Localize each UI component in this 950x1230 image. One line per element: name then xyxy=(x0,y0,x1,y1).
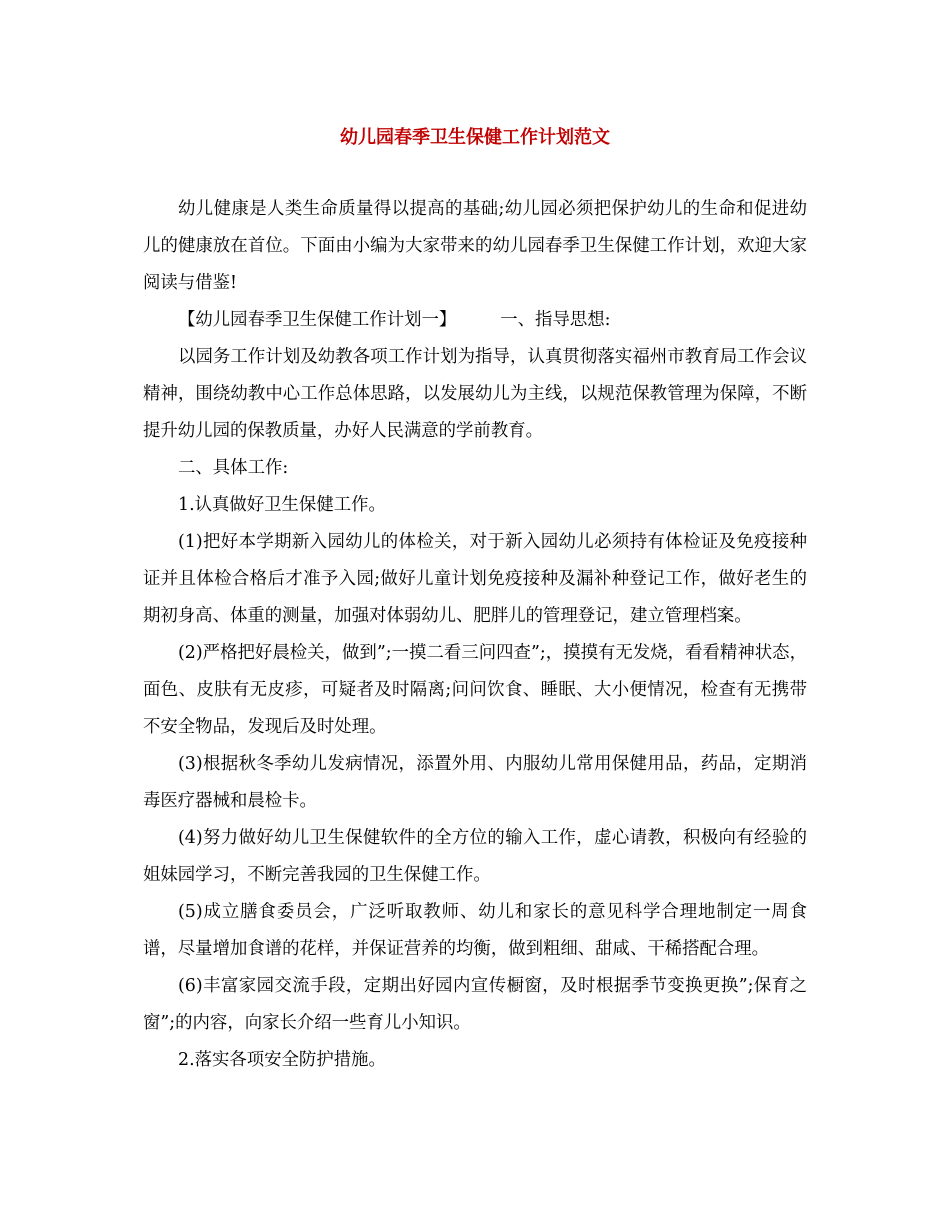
item-1-3-paragraph: (3)根据秋冬季幼儿发病情况，添置外用、内服幼儿常用保健用品，药品，定期消毒医疗器械和晨检卡。 xyxy=(143,754,807,811)
item-2-heading: 2.落实各项安全防护措施。 xyxy=(178,1050,386,1070)
item-1-2-paragraph: (2)严格把好晨检关，做到”;一摸二看三问四查”;，摸摸有无发烧，看看精神状态，面色、皮肤有无皮疹，可疑者及时隔离;问问饮食、睡眠、大小便情况，检查有无携带不安全物品，发现后及时处理。 xyxy=(143,643,807,737)
item-1-1-paragraph: (1)把好本学期新入园幼儿的体检关，对于新入园幼儿必须持有体检证及免疫接种证并且体检合格后才准予入园;做好儿童计划免疫接种及漏补种登记工作，做好老生的期初身高、体重的测量，加强对体弱幼儿、肥胖儿的管理登记，建立管理档案。 xyxy=(143,532,807,626)
item-1-heading: 1.认真做好卫生保健工作。 xyxy=(178,495,386,515)
specific-work-heading: 二、具体工作: xyxy=(178,458,289,478)
intro-paragraph: 幼儿健康是人类生命质量得以提高的基础;幼儿园必须把保护幼儿的生命和促进幼儿的健康放在首位。下面由小编为大家带来的幼儿园春季卫生保健工作计划，欢迎大家阅读与借鉴! xyxy=(143,199,807,293)
guiding-paragraph: 以园务工作计划及幼教各项工作计划为指导，认真贯彻落实福州市教育局工作会议精神，围绕幼教中心工作总体思路，以发展幼儿为主线，以规范保教管理为保障，不断提升幼儿园的保教质量，办好人民满意的学前教育。 xyxy=(143,347,807,441)
document-title: 幼儿园春季卫生保健工作计划范文 xyxy=(340,127,610,148)
document-body xyxy=(143,191,807,1079)
item-1-4-paragraph: (4)努力做好幼儿卫生保健软件的全方位的输入工作，虚心请教，积极向有经验的姐妹园学习，不断完善我园的卫生保健工作。 xyxy=(143,828,807,885)
item-1-6-paragraph: (6)丰富家园交流手段，定期出好园内宣传橱窗，及时根据季节变换更换”;保育之窗”;的内容，向家长介绍一些育儿小知识。 xyxy=(143,976,807,1033)
item-1-5-paragraph: (5)成立膳食委员会，广泛听取教师、幼儿和家长的意见科学合理地制定一周食谱，尽量增加食谱的花样，并保证营养的均衡，做到粗细、甜咸、干稀搭配合理。 xyxy=(143,902,807,959)
section-heading: 【幼儿园春季卫生保健工作计划一】 xyxy=(178,310,457,330)
section-heading-line xyxy=(143,302,807,339)
guiding-heading: 一、指导思想: xyxy=(500,310,611,330)
